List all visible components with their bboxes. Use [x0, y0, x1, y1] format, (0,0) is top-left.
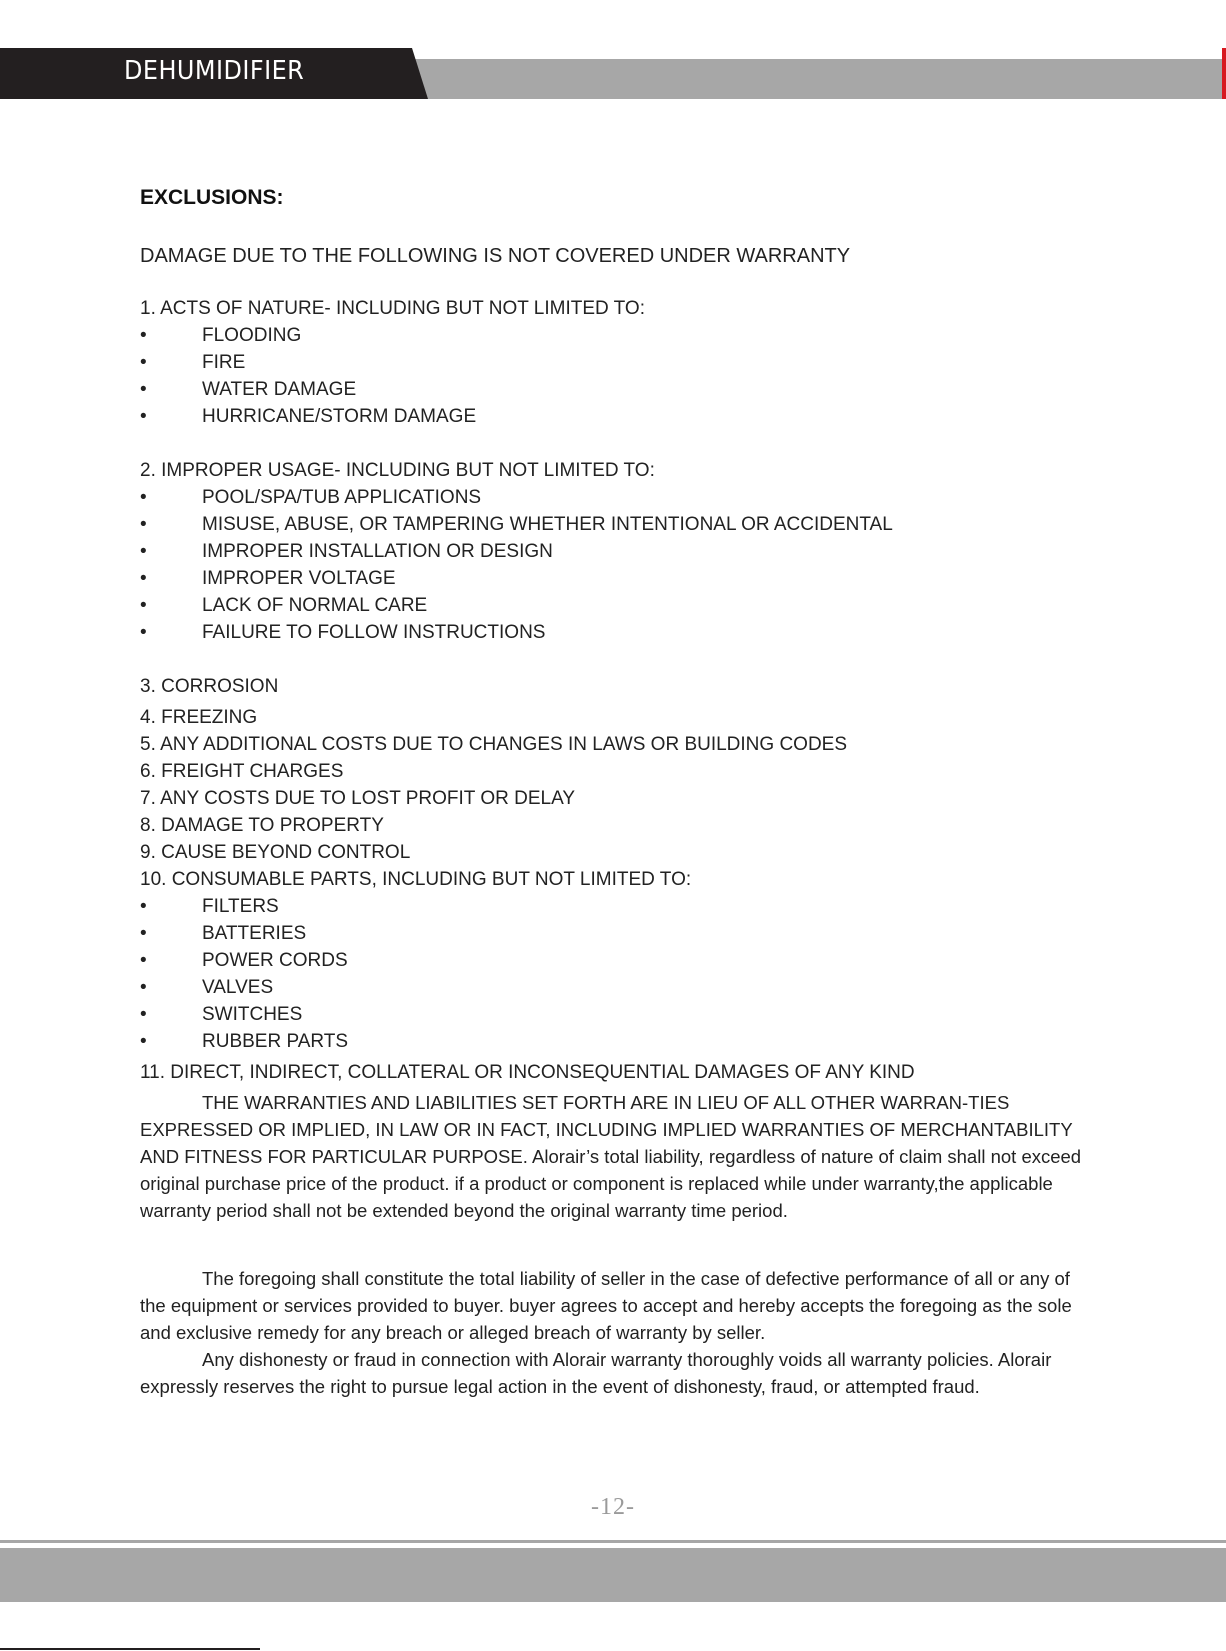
exclusions-heading: EXCLUSIONS: — [140, 186, 284, 209]
item-4: 4. FREEZING — [140, 707, 258, 728]
item-9: 9. CAUSE BEYOND CONTROL — [140, 842, 411, 863]
bullet-icon: • — [140, 352, 147, 373]
item-2-title: 2. IMPROPER USAGE- INCLUDING BUT NOT LIMITED TO: — [140, 460, 655, 481]
item-5: 5. ANY ADDITIONAL COSTS DUE TO CHANGES IN LAWS OR BUILDING CODES — [140, 734, 848, 755]
bullet-icon: • — [140, 406, 147, 427]
warranty-paragraph-3: Any dishonesty or fraud in connection with Alorair warranty thoroughly voids all warranty policies. Alorair expressly reserves the right to pursue legal action in the event of dishonesty, fraud, or attempted fraud. — [140, 1349, 1052, 1397]
header-red-accent — [1222, 48, 1226, 99]
warranty-paragraph-1: THE WARRANTIES AND LIABILITIES SET FORTH ARE IN LIEU OF ALL OTHER WARRAN-TIES EXPRESSED OR IMPLIED, IN LAW OR IN FACT, INCLUDING IMPLIED WARRANTIES OF MERCHANTABILITY AND FITNESS FOR PARTICULAR PURPOSE. Alorair’s total liability, regardless of nature of claim shall not exceed original purchase price of the product. if a product or component is replaced while under warranty,the applicable warranty period shall not be extended beyond the original warranty time period. — [140, 1092, 1082, 1221]
bullet-icon: • — [140, 595, 147, 616]
bullet-icon: • — [140, 923, 147, 944]
bullet-icon: • — [140, 1004, 147, 1025]
footer-bottom-rule — [0, 1648, 260, 1650]
item-1-title: 1. ACTS OF NATURE- INCLUDING BUT NOT LIMITED TO: — [140, 298, 645, 319]
exclusions-intro: DAMAGE DUE TO THE FOLLOWING IS NOT COVERED UNDER WARRANTY — [140, 245, 851, 267]
bullet-icon: • — [140, 977, 147, 998]
footer-divider — [0, 1540, 1226, 1543]
bullet-icon: • — [140, 950, 147, 971]
bullet-icon: • — [140, 568, 147, 589]
bullet-icon: • — [140, 379, 147, 400]
item-3: 3. CORROSION — [140, 676, 279, 697]
page-number: -12- — [591, 1494, 635, 1520]
bullet-icon: • — [140, 1031, 147, 1052]
footer-gray-bar — [0, 1548, 1226, 1602]
bullet-icon: • — [140, 896, 147, 917]
item-6: 6. FREIGHT CHARGES — [140, 761, 344, 782]
bullet-icon: • — [140, 622, 147, 643]
bullet-icon: • — [140, 487, 147, 508]
bullet-icon: • — [140, 325, 147, 346]
bullet-icon: • — [140, 541, 147, 562]
item-10-title: 10. CONSUMABLE PARTS, INCLUDING BUT NOT LIMITED TO: — [140, 869, 692, 890]
document-title: DEHUMIDIFIER — [124, 56, 305, 86]
warranty-paragraph-2: The foregoing shall constitute the total liability of seller in the case of defective performance of all or any of the equipment or services provided to buyer. buyer agrees to accept and hereby accepts the foregoing as the sole and exclusive remedy for any breach or alleged breach of warranty by seller. — [140, 1268, 1072, 1343]
item-8: 8. DAMAGE TO PROPERTY — [140, 815, 384, 836]
item-7: 7. ANY COSTS DUE TO LOST PROFIT OR DELAY — [140, 788, 576, 809]
item-11: 11. DIRECT, INDIRECT, COLLATERAL OR INCONSEQUENTIAL DAMAGES OF ANY KIND — [140, 1062, 915, 1083]
bullet-icon: • — [140, 514, 147, 535]
